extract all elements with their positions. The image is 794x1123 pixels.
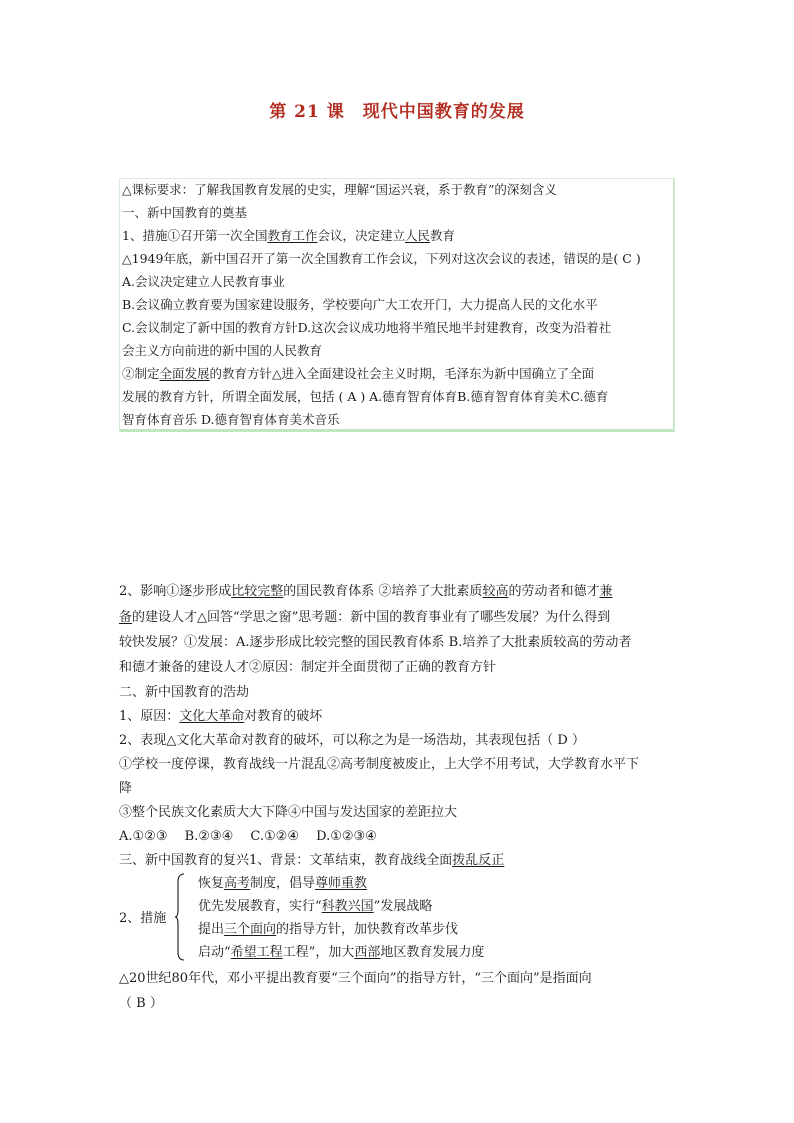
measure-item: 提出三个面向的指导方针，加快教育改革步伐	[198, 922, 459, 937]
blank-answer: 教育工作	[267, 228, 318, 243]
measure-item: 优先发展教育，实行“科教兴国”发展战略	[198, 899, 433, 914]
policy-question: 发展的教育方针，所谓全面发展，包括 ( A ) A.德育智育体育B.德育智育体育美术C.德育	[122, 389, 609, 404]
body-line: ①学校一度停课，教育战线一片混乱②高考制度被废止，上大学不用考试，大学教育水平下	[119, 757, 640, 772]
blank-answer: 全面发展	[159, 366, 210, 381]
body-line: 和德才兼备的建设人才②原因：制定并全面贯彻了正确的教育方针	[119, 660, 497, 675]
question-line: △1949年底，新中国召开了第一次全国教育工作会议，下列对这次会议的表述，错误的是( C )	[122, 251, 641, 266]
requirement-line: △课标要求：了解我国教育发展的史实，理解“国运兴衰，系于教育”的深刻含义	[122, 182, 557, 197]
body-line: 降	[119, 781, 133, 796]
answer-options: A.①②③ B.②③④ C.①②④ D.①②③④	[119, 829, 377, 844]
policy-options: 智育体育音乐 D.德育智育体育美术音乐	[122, 412, 340, 427]
policy-line: ②制定全面发展的教育方针△进入全面建设社会主义时期，毛泽东为新中国确立了全面	[122, 366, 595, 381]
option-b: B.会议确立教育要为国家建设服务，学校要向广大工农开门，大力提高人民的文化水平	[122, 297, 598, 312]
influence-line: 2、影响①逐步形成比较完整的国民教育体系 ②培养了大批素质较高的劳动者和德才兼	[119, 584, 613, 599]
cause-line: 1、原因：文化大革命对教育的破坏	[119, 709, 323, 724]
body-line: 较快发展？①发展：A.逐步形成比较完整的国民教育体系 B.培养了大批素质较高的劳动者	[119, 635, 632, 650]
option-d-cont: 会主义方向前进的新中国的人民教育	[122, 343, 323, 358]
section-heading-2: 二、新中国教育的浩劫	[119, 685, 250, 700]
option-cd: C.会议制定了新中国的教育方针D.这次会议成功地将半殖民地半封建教育，改变为沿着社	[122, 320, 612, 335]
measures-label: 2、措施	[119, 911, 167, 926]
measure-item: 启动“希望工程工程”，加大西部地区教育发展力度	[198, 945, 485, 960]
brace-icon	[175, 872, 185, 962]
body-line: ③整个民族文化素质大大下降④中国与发达国家的差距拉大	[119, 805, 458, 820]
section-heading-3: 三、新中国教育的复兴1、背景：文革结束，教育战线全面拨乱反正	[119, 853, 505, 868]
option-a: A.会议决定建立人民教育事业	[122, 274, 286, 289]
body-line: △20世纪80年代，邓小平提出教育要“三个面向”的指导方针，“三个面向”是指面向	[119, 971, 592, 986]
measure-item: 恢复高考制度，倡导尊师重教	[198, 876, 368, 891]
answer-line: （ B ）	[119, 996, 163, 1011]
body-line: 2、表现△文化大革命对教育的破坏，可以称之为是一场浩劫，其表现包括（ D ）	[119, 733, 585, 748]
page-title: 第 21 课 现代中国教育的发展	[269, 102, 525, 122]
section-heading-1: 一、新中国教育的奠基	[122, 205, 248, 220]
body-line: 备的建设人才△回答“学思之窗”思考题：新中国的教育事业有了哪些发展？为什么得到	[119, 610, 611, 625]
blank-answer: 人民	[405, 228, 431, 243]
measure-line: 1、措施①召开第一次全国教育工作会议，决定建立人民教育	[122, 228, 456, 243]
